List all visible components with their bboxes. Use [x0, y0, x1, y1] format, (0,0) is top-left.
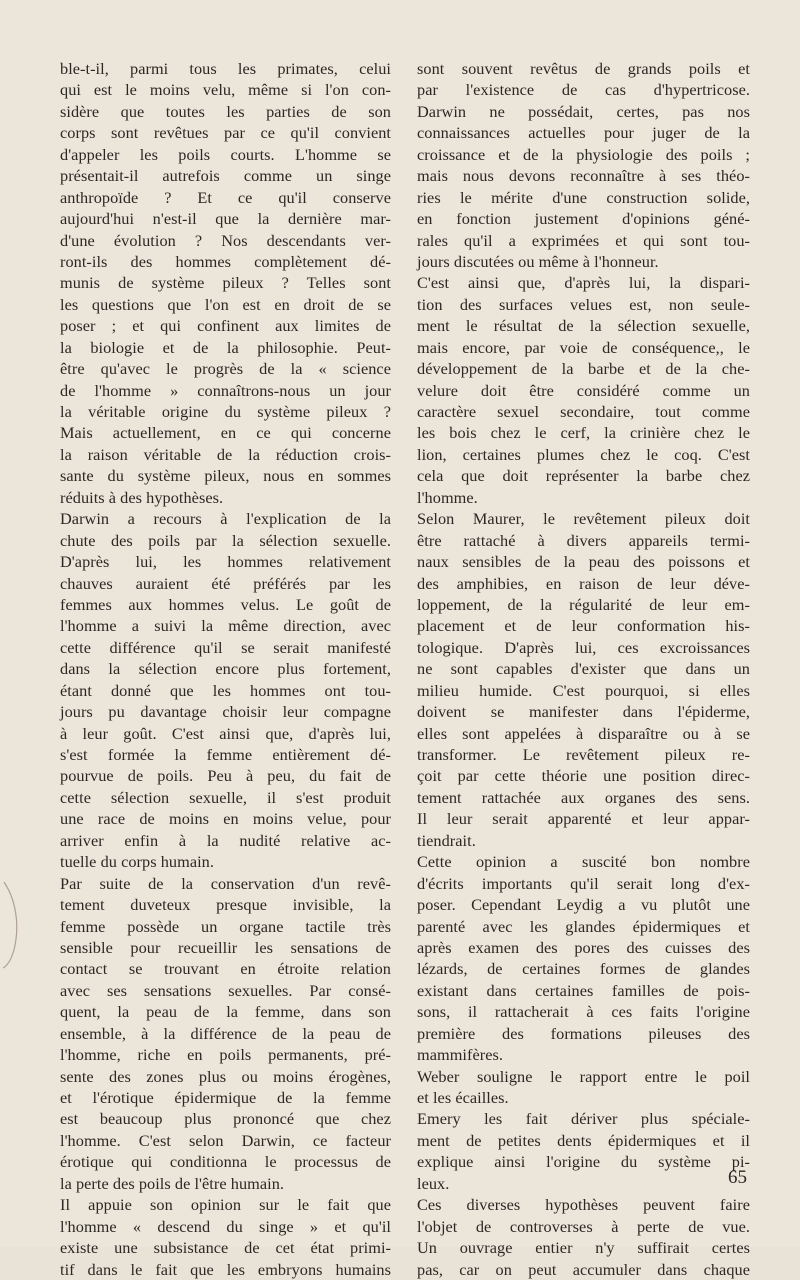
text-line: l'objet de controverses à perte de vue.: [417, 1216, 750, 1236]
text-line: être rattaché à divers appareils termi-: [417, 530, 750, 550]
text-line: çoit par cette théorie une position direc-: [417, 766, 750, 786]
text-line: la perte des poils de l'être humain.: [60, 1173, 285, 1193]
text-line: à leur goût. C'est ainsi que, d'après lui,: [60, 723, 391, 743]
text-line: chauves auraient été préférés par les: [60, 573, 391, 593]
text-line: lion, certaines plumes chez le coq. C'est: [417, 444, 750, 464]
text-line: présentait-il autrefois comme un singe: [60, 166, 391, 186]
right-text-column: [417, 58, 750, 1280]
text-line: par l'existence de cas d'hypertricose.: [417, 80, 750, 100]
text-line: avec ses sensations sexuelles. Par consé-: [60, 980, 391, 1000]
text-line: être qu'avec le progrès de la « science: [60, 359, 391, 379]
text-line: Il appuie son opinion sur le fait que: [60, 1195, 391, 1215]
text-line: sente des zones plus ou moins érogènes,: [60, 1066, 391, 1086]
text-line: placement et de leur conformation his-: [417, 616, 750, 636]
page-number: 65: [728, 1167, 747, 1188]
text-line: contact se trouvant en étroite relation: [60, 959, 391, 979]
text-line: munis de système pileux ? Telles sont: [60, 273, 391, 293]
text-line: cela que doit représenter la barbe chez: [417, 466, 750, 486]
text-line: jours pu davantage choisir leur compagne: [60, 702, 391, 722]
text-line: première des formations pileuses des: [417, 1023, 750, 1043]
text-line: mammifères.: [417, 1045, 503, 1065]
text-line: loppement, de la régularité de leur em-: [417, 594, 750, 614]
text-line: existant dans certaines familles de pois-: [417, 980, 750, 1000]
text-line: d'appeler les poils courts. L'homme se: [60, 144, 391, 164]
text-line: explique ainsi l'origine du système pi-: [417, 1152, 750, 1172]
text-line: tif dans le fait que les embryons humains: [60, 1259, 391, 1279]
text-line: réduits à des hypothèses.: [60, 487, 224, 507]
text-line: la raison véritable de la réduction crois-: [60, 444, 391, 464]
text-line: poser. Cependant Leydig a vu plutôt une: [417, 895, 750, 915]
text-line: et les écailles.: [417, 1088, 509, 1107]
text-line: parenté avec les glandes épidermiques et: [417, 916, 750, 936]
binding-edge-mark: [0, 880, 26, 970]
text-line: après examen des pores des cuisses des: [417, 937, 750, 957]
text-line: une race de moins en moins velue, pour: [60, 809, 391, 829]
text-line: tion des surfaces velues est, non seule-: [417, 294, 750, 314]
text-line: tement rattachée aux organes des sens.: [417, 787, 750, 807]
text-line: Darwin a recours à l'explication de la: [60, 509, 391, 529]
text-line: ment de petites dents épidermiques et il: [417, 1130, 750, 1150]
text-line: Weber souligne le rapport entre le poil: [417, 1066, 750, 1086]
text-line: poser ; et qui confinent aux limites de: [60, 316, 391, 336]
text-line: existe une subsistance de cet état primi-: [60, 1238, 391, 1258]
text-line: naux sensibles de la peau des poissons et: [417, 552, 750, 572]
text-line: la véritable origine du système pileux ?: [60, 402, 391, 421]
text-line: Selon Maurer, le revêtement pileux doit: [417, 509, 750, 529]
text-line: chute des poils par la sélection sexuelle.: [60, 530, 391, 550]
text-line: velure doit être considéré comme un: [417, 380, 750, 400]
text-line: mais encore, par voie de conséquence,, le: [417, 337, 750, 357]
text-line: l'homme, riche en poils permanents, pré-: [60, 1045, 391, 1065]
text-line: étant donné que les hommes ont tou-: [60, 680, 391, 700]
text-line: ries le mérite d'une construction solide,: [417, 187, 750, 207]
text-line: rales qu'il a exprimées et qui sont tou-: [417, 230, 750, 250]
text-line: cette sélection sexuelle, il s'est produit: [60, 787, 391, 807]
text-line: sidère que toutes les parties de son: [60, 101, 391, 121]
text-line: en fonction justement d'opinions géné-: [417, 209, 750, 229]
text-line: développement de la barbe et de la che-: [417, 359, 750, 379]
text-line: femme possède un organe tactile très: [60, 916, 391, 936]
text-line: ensemble, à la différence de la peau de: [60, 1023, 391, 1043]
text-line: anthropoïde ? Et ce qu'il conserve: [60, 187, 391, 207]
text-line: l'homme.: [417, 487, 478, 507]
text-line: l'homme a suivi la même direction, avec: [60, 616, 391, 636]
text-line: sons, il rattacherait à ces faits l'origine: [417, 1002, 750, 1022]
text-line: Mais actuellement, en ce qui concerne: [60, 423, 391, 443]
text-line: Ces diverses hypothèses peuvent faire: [417, 1195, 750, 1215]
text-line: sante du système pileux, nous en sommes: [60, 466, 391, 486]
text-line: dans la sélection encore plus fortement,: [60, 659, 391, 679]
text-line: Cette opinion a suscité bon nombre: [417, 852, 750, 872]
text-line: leux.: [417, 1173, 450, 1193]
text-line: lézards, de certaines formes de glandes: [417, 959, 750, 979]
text-line: Darwin ne possédait, certes, pas nos: [417, 101, 750, 121]
text-line: les bois chez le cerf, la crinière chez le: [417, 423, 750, 443]
text-line: pas, car on peut accumuler dans chaque: [417, 1259, 750, 1279]
text-line: caractère sexuel secondaire, tout comme: [417, 402, 750, 421]
text-line: mais nous devons reconnaître à ses théo-: [417, 166, 750, 186]
text-line: et l'érotique épidermique de la femme: [60, 1088, 391, 1107]
text-line: connaissances actuelles pour juger de la: [417, 123, 750, 143]
text-line: l'homme « descend du singe » et qu'il: [60, 1216, 391, 1236]
text-line: de l'homme » connaîtrons-nous un jour: [60, 380, 391, 400]
text-line: ble-t-il, parmi tous les primates, celui: [60, 59, 391, 78]
text-line: transformer. Le revêtement pileux re-: [417, 745, 750, 764]
text-line: elles sont appelées à disparaître ou à se: [417, 723, 750, 743]
text-line: milieu humide. C'est pourquoi, si elles: [417, 680, 750, 700]
text-line: croissance et de la physiologie des poils ;: [417, 144, 750, 164]
text-line: Il leur serait apparenté et leur appar-: [417, 809, 750, 829]
text-line: ront-ils des hommes complètement dé-: [60, 251, 391, 271]
text-line: jours discutées ou même à l'honneur.: [417, 251, 659, 271]
text-line: l'homme. C'est selon Darwin, ce facteur: [60, 1130, 391, 1150]
text-line: tuelle du corps humain.: [60, 852, 214, 872]
text-line: aujourd'hui n'est-il que la dernière mar-: [60, 209, 391, 229]
text-line: des amphibies, en raison de leur déve-: [417, 573, 750, 593]
text-line: tiendrait.: [417, 830, 476, 850]
text-line: quent, la peau de la femme, dans son: [60, 1002, 391, 1022]
text-line: pourvue de poils. Peu à peu, du fait de: [60, 766, 391, 786]
text-line: tement duveteux presque invisible, la: [60, 895, 391, 915]
text-line: s'est formée la femme entièrement dé-: [60, 745, 391, 764]
text-line: doivent se manifester dans l'épiderme,: [417, 702, 750, 722]
text-line: cette différence qu'il se serait manifesté: [60, 637, 391, 657]
left-text-column: [60, 58, 391, 1280]
text-line: C'est ainsi que, d'après lui, la dispari-: [417, 273, 750, 293]
text-line: ment le résultat de la sélection sexuelle,: [417, 316, 750, 336]
text-line: arriver enfin à la nudité relative ac-: [60, 830, 391, 850]
text-line: est beaucoup plus prononcé que chez: [60, 1109, 391, 1129]
text-line: tologique. D'après lui, ces excroissances: [417, 637, 750, 657]
text-line: sont souvent revêtus de grands poils et: [417, 59, 750, 78]
text-line: d'écrits importants qu'il serait long d'ex-: [417, 873, 750, 893]
text-line: Emery les fait dériver plus spéciale-: [417, 1109, 750, 1129]
text-line: D'après lui, les hommes relativement: [60, 552, 391, 572]
text-line: Par suite de la conservation d'un revê-: [60, 873, 391, 893]
text-line: d'une évolution ? Nos descendants ver-: [60, 230, 391, 250]
text-line: Un ouvrage entier n'y suffirait certes: [417, 1238, 750, 1258]
text-line: les questions que l'on est en droit de se: [60, 294, 391, 314]
text-line: femmes aux hommes velus. Le goût de: [60, 594, 391, 614]
text-line: ne sont capables d'exister que dans un: [417, 659, 750, 679]
text-line: érotique qui conditionna le processus de: [60, 1152, 391, 1172]
text-line: sensible pour recueillir les sensations de: [60, 937, 391, 957]
text-line: la biologie et de la philosophie. Peut-: [60, 337, 391, 357]
text-line: corps sont revêtues par ce qu'il convient: [60, 123, 391, 143]
text-line: qui est le moins velu, même si l'on con-: [60, 80, 391, 100]
